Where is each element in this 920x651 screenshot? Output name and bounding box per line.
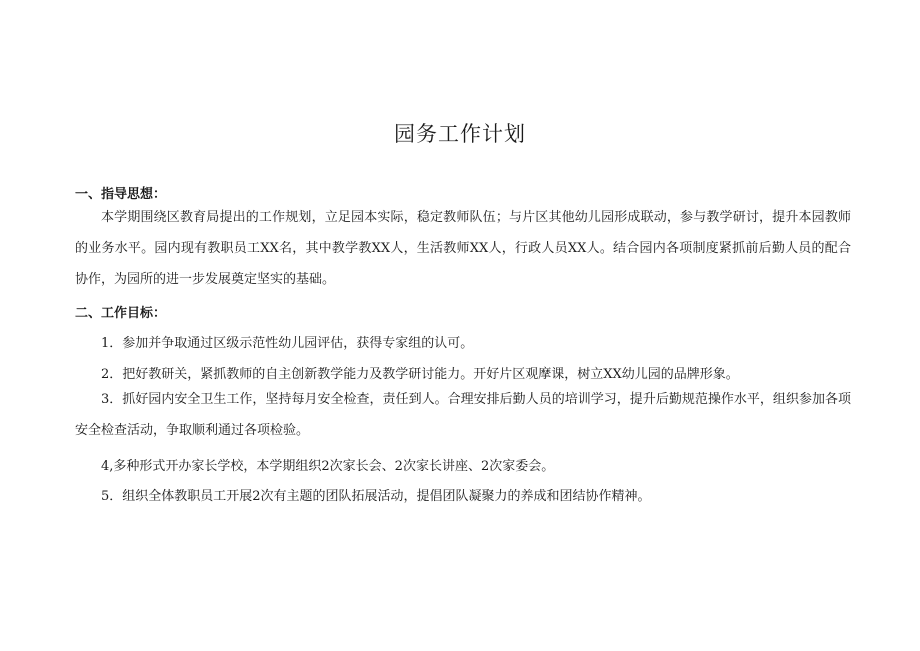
- work-goal-item-4: 4,多种形式开办家长学校，本学期组织2次家长会、2次家长讲座、2次家委会。: [101, 459, 555, 474]
- section-heading-work-goals: 二、工作目标：: [75, 306, 167, 321]
- work-goal-item-1: 1．参加并争取通过区级示范性幼儿园评估，获得专家组的认可。: [101, 336, 474, 351]
- section-heading-guiding-ideology: 一、指导思想：: [75, 187, 167, 202]
- work-goal-item-2: 2．把好教研关，紧抓教师的自主创新教学能力及教学研讨能力。开好片区观摩课，树立XX幼儿园的品牌形象。: [101, 367, 739, 382]
- work-goal-item-5: 5．组织全体教职员工开展2次有主题的团队拓展活动，提倡团队凝聚力的养成和团结协作精神。: [101, 489, 651, 504]
- work-goal-item-3: 3．抓好园内安全卫生工作，坚持每月安全检查，责任到人。合理安排后勤人员的培训学习，提升后勤规范操作水平，组织参加各项安全检查活动，争取顺利通过各项检验。: [75, 392, 851, 438]
- guiding-ideology-paragraph: 本学期围绕区教育局提出的工作规划，立足园本实际，稳定教师队伍；与片区其他幼儿园形成联动，参与教学研讨，提升本园教师的业务水平。园内现有教职员工XX名，其中教学教XX人，生活教师XX人，行政人员XX人。结合园内各项制度紧抓前后勤人员的配合协作，为园所的进一步发展奠定坚实的基础。: [75, 210, 851, 287]
- document-title: 园务工作计划: [394, 122, 526, 146]
